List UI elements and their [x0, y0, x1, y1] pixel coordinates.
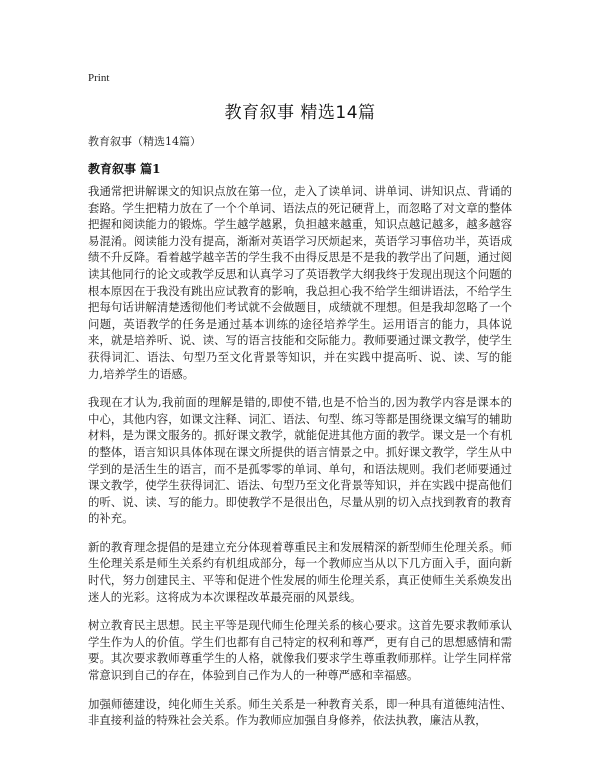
document-title: 教育叙事 精选14篇 — [224, 103, 376, 123]
section-heading: 教育叙事 篇1 — [88, 162, 161, 176]
paragraph-5: 加强师德建设，纯化师生关系。师生关系是一种教育关系，即一种具有道德纯洁性、非直接利益的特殊社会关系。作为教师应加强自身修养，依法执教，廉洁从教， — [88, 696, 512, 728]
print-label[interactable]: Print — [88, 72, 110, 84]
paragraph-3: 新的教育理念提倡的是建立充分体现着尊重民主和发展精深的新型师生伦理关系。师生伦理关系是师生关系约有机组成部分，每一个教师应当从以下几方面入手，面向新时代，努力创建民主、平等和促进个性发展的师生伦理关系，真正使师生关系焕发出迷人的光彩。这将成为本次课程改革最亮丽的风景线。 — [88, 539, 512, 604]
document-subtitle: 教育叙事（精选14篇） — [88, 135, 201, 148]
paragraph-1: 我通常把讲解课文的知识点放在第一位，走入了读单词、讲单词、讲知识点、背诵的套路。学生把精力放在了一个个单词、语法点的死记硬背上，而忽略了对文章的整体把握和阅读能力的锻炼。学生越学越累，负担越来越重，知识点越记越多，越多越容易混淆。阅读能力没有提高，渐渐对英语学习厌烦起来，英语学习事倍功半，英语成绩不升反降。看着越学越辛苦的学生我不由得反思是不是我的教学出了问题，通过阅读其他同行的论文或教学反思和认真学习了英语教学大纲我终于发现出现这个问题的根本原因在于我没有跳出应试教育的影响，我总担心我不给学生细讲语法，不给学生把每句话讲解清楚透彻他们考试就不会做题目，成绩就不理想。但是我却忽略了一个问题，英语教学的任务是通过基本训练的途径培养学生。运用语言的能力，具体说来，就是培养听、说、读、写的语言技能和交际能力。教师要通过课文教学，使学生获得词汇、语法、句型乃至文化背景等知识，并在实践中提高听、说、读、写的能力,培养学生的语感。 — [88, 184, 512, 381]
paragraph-4: 树立教育民主思想。民主平等是现代师生伦理关系的核心要求。这首先要求教师承认学生作为人的价值。学生们也都有自己特定的权利和尊严，更有自己的思想感情和需要。其次要求教师尊重学生的人格，就像我们要求学生尊重教师那样。让学生同样常常意识到自己的存在，体验到自己作为人的一种尊严感和幸福感。 — [88, 618, 512, 683]
document-body — [88, 183, 512, 741]
paragraph-2: 我现在才认为,我前面的理解是错的,即使不错,也是不恰当的,因为教学内容是课本的中心，其他内容，如课文注释、词汇、语法、句型、练习等都是围绕课文编写的辅助材料，是为课文服务的。抓好课文教学，就能促进其他方面的教学。课文是一个有机的整体，语言知识具体体现在课文所提供的语言情景之中。抓好课文教学，学生从中学到的是活生生的语言，而不是孤零零的单词、单句，和语法规则。我们老师要通过课文教学，使学生获得词汇、语法、句型乃至文化背景等知识，并在实践中提高他们的听、说、读、写的能力。即使教学不是很出色，尽量从别的切入点找到教育的教育的补充。 — [88, 395, 512, 526]
